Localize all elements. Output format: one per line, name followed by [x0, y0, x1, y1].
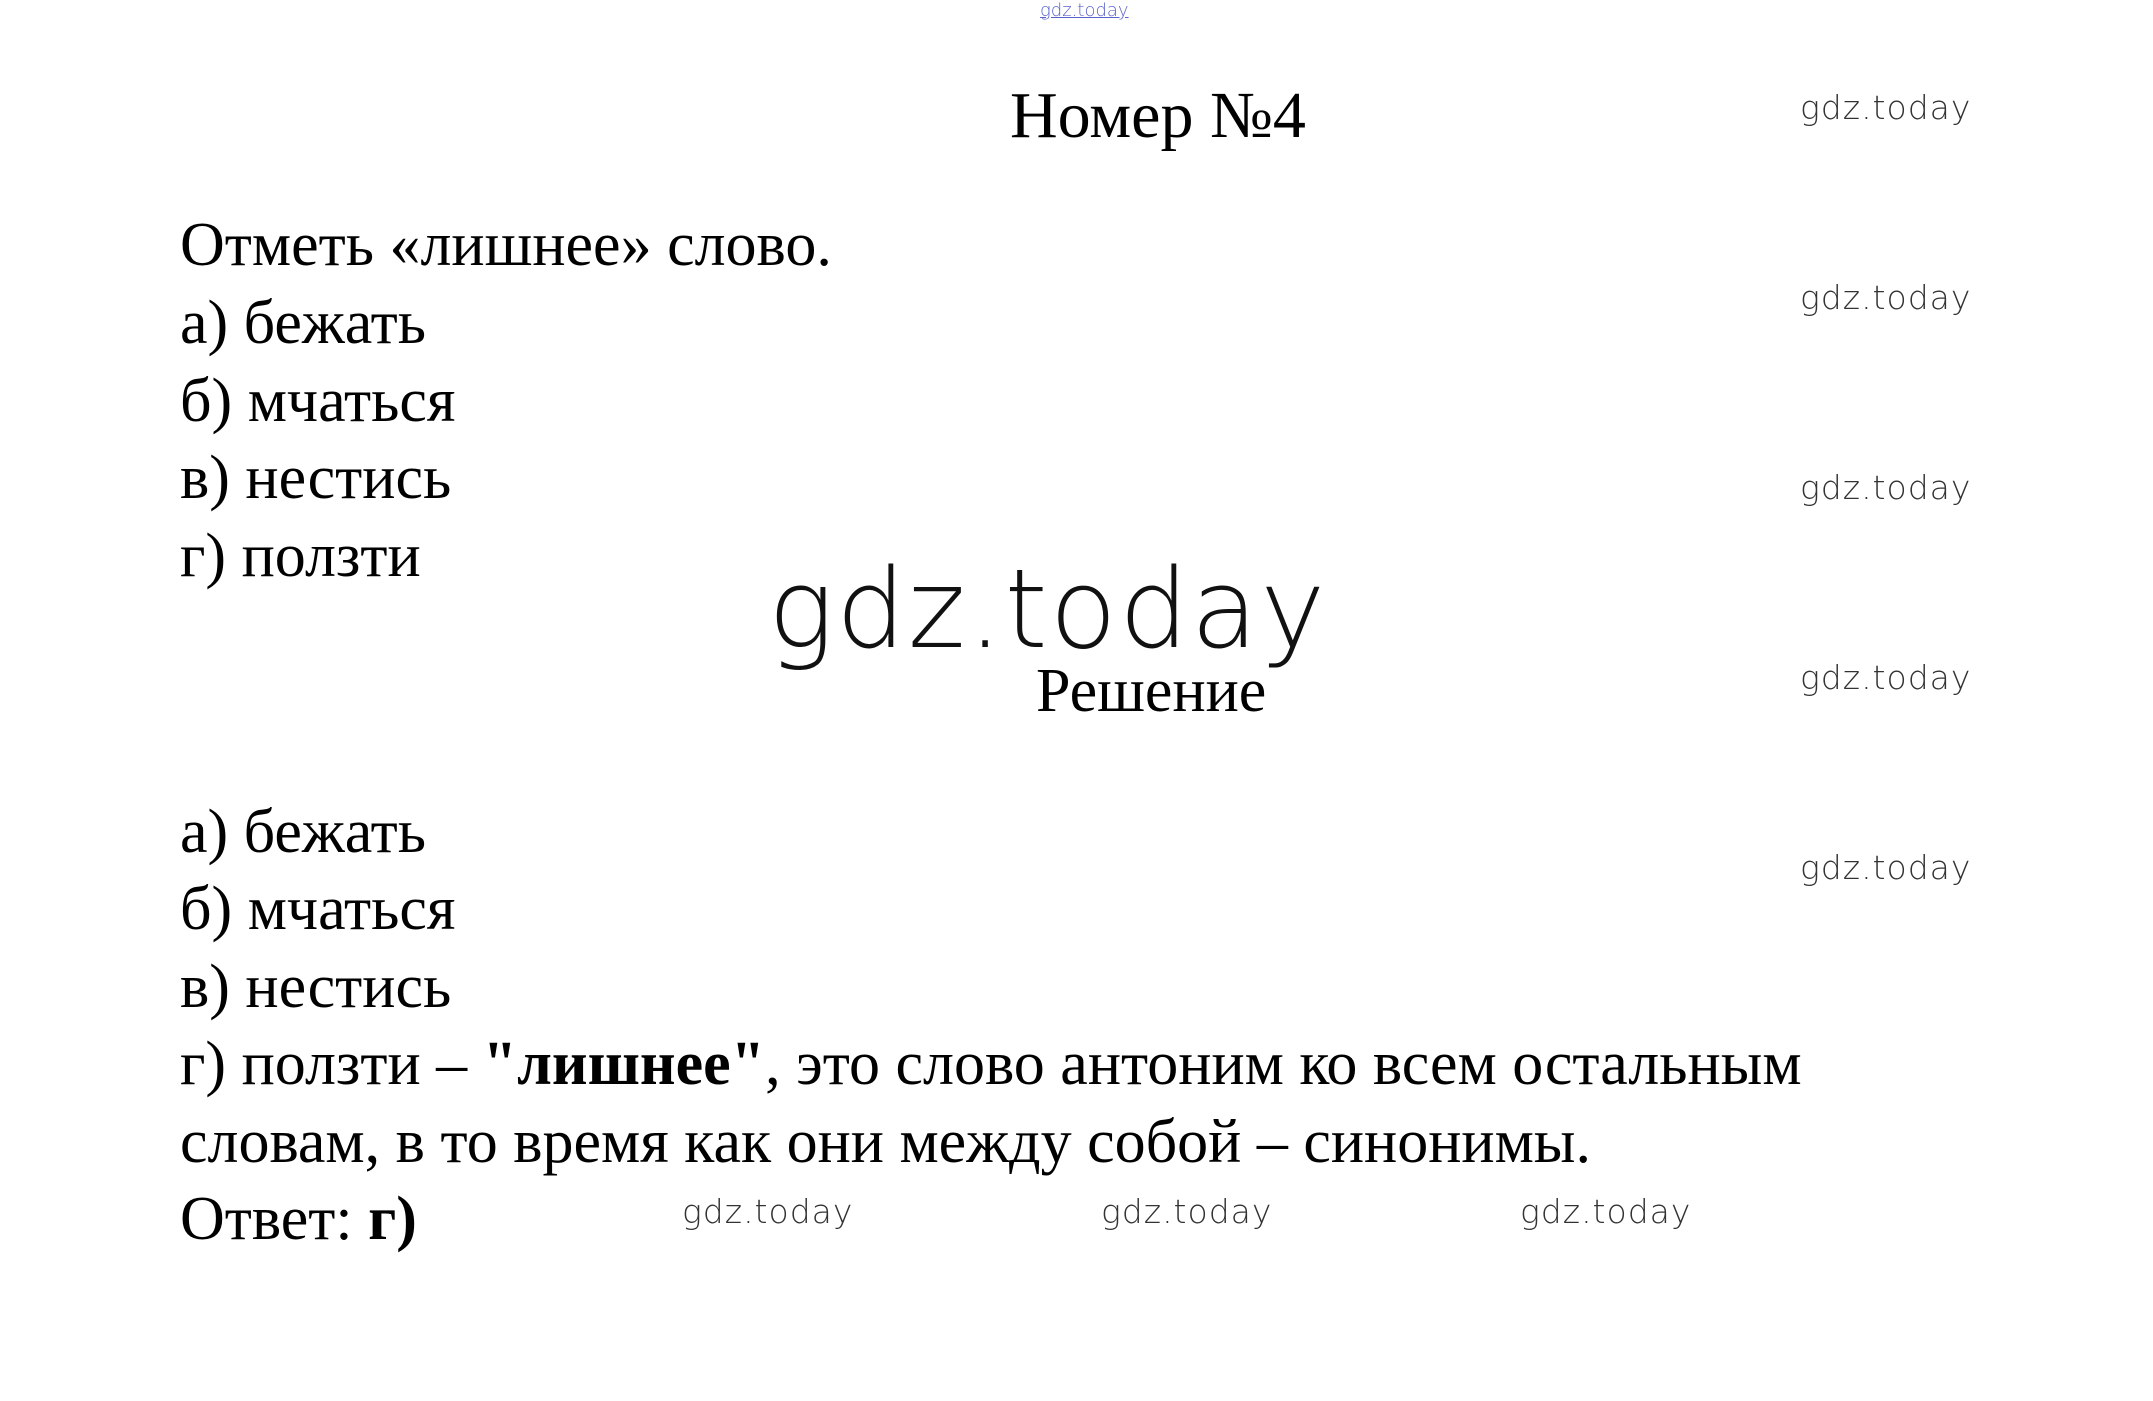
watermark-bottom-3: gdz.today — [1520, 1192, 1692, 1231]
explanation-prefix: г) ползти – — [180, 1030, 483, 1098]
solution-heading: Решение — [1036, 657, 1267, 725]
watermark-bottom-2: gdz.today — [1101, 1192, 1273, 1231]
explanation-suffix: , это слово антоним ко всем остальным — [765, 1030, 1802, 1098]
task-option-d: г) ползти — [180, 522, 421, 590]
watermark-right-5: gdz.today — [1800, 848, 1972, 887]
solution-explanation-line2: словам, в то время как они между собой – синонимы. — [180, 1108, 1591, 1176]
answer-label: Ответ: — [180, 1185, 369, 1253]
watermark-right-1: gdz.today — [1800, 88, 1972, 127]
watermark-bottom-1: gdz.today — [682, 1192, 854, 1231]
task-prompt: Отметь «лишнее» слово. — [180, 211, 832, 279]
explanation-bold: "лишнее" — [482, 1030, 766, 1098]
watermark-right-3: gdz.today — [1800, 468, 1972, 507]
answer-value: г) — [368, 1185, 417, 1253]
answer-line — [180, 1184, 417, 1255]
watermark-right-4: gdz.today — [1800, 658, 1972, 697]
solution-option-a: а) бежать — [180, 798, 427, 866]
solution-option-c: в) нестись — [180, 953, 452, 1021]
solution-explanation-line1 — [180, 1029, 1802, 1100]
solution-option-b: б) мчаться — [180, 875, 456, 943]
task-option-a: а) бежать — [180, 289, 427, 357]
task-option-c: в) нестись — [180, 444, 452, 512]
watermark-big: gdz.today — [768, 545, 1328, 673]
watermark-right-2: gdz.today — [1800, 278, 1972, 317]
watermark-top: gdz.today — [1040, 0, 1129, 21]
task-option-b: б) мчаться — [180, 367, 456, 435]
page-title: Номер №4 — [1010, 79, 1306, 152]
